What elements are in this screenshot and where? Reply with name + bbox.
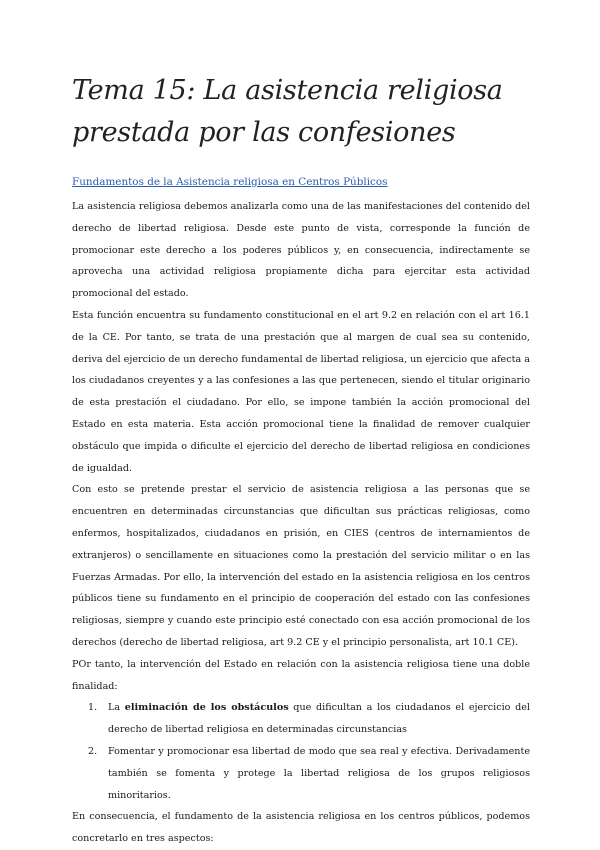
list-number: 2. — [88, 745, 98, 757]
numbered-list — [72, 697, 530, 806]
list-text: La — [108, 702, 125, 714]
paragraph: POr tanto, la intervención del Estado en relación con la asistencia religiosa tiene una doble finalidad: — [72, 658, 530, 692]
list-text: Fomentar y promocionar esa libertad de modo que sea real y efectiva. Derivadamente también se fomenta y protege la libertad religiosa de los grupos religiosos minoritarios. — [108, 745, 530, 801]
list-text: que dificultan a los ciudadanos el ejercicio del derecho de libertad religiosa en determinadas circunstancias — [108, 702, 531, 736]
paragraph: Esta función encuentra su fundamento constitucional en el art 9.2 en relación con el art 16.1 de la CE. Por tanto, se trata de una prestación que al margen de cual sea su contenido, deriva del ejercicio de un derecho fundamental de libertad religiosa, un ejercicio que afecta a los ciudadanos creyentes y a las confesiones a las que pertenecen, siendo el titular originario de esta prestación el ciudadano. Por ello, se impone también la acción promocional del Estado en esta materia. Esta acción promocional tiene la finalidad de remover cualquier obstáculo que impida o dificulte el ejercicio del derecho de libertad religiosa en condiciones de igualdad. — [72, 309, 530, 474]
list-item — [88, 697, 531, 741]
paragraph: La asistencia religiosa debemos analizarla como una de las manifestaciones del contenido del derecho de libertad religiosa. Desde este punto de vista, corresponde la función de promocionar este derecho a los poderes públicos y, en consecuencia, indirectamente se aprovecha una actividad religiosa propiamente dicha para ejercitar esta actividad promocional del estado. — [72, 201, 530, 300]
paragraph: Con esto se pretende prestar el servicio de asistencia religiosa a las personas que se encuentren en determinadas circunstancias que dificultan sus prácticas religiosas, como enfermos, hospitalizados, ciudadanos en prisión, en CIES (centros de internamientos de extranjeros) o sencillamente en situaciones como la prestación del servicio militar o en las Fuerzas Armadas. Por ello, la intervención del estado en la asistencia religiosa en los centros públicos tiene su fundamento en el principio de cooperación del estado con las confesiones religiosas, siempre y cuando este principio esté conectado con esa acción promocional de los derechos (derecho de libertad religiosa, art 9.2 CE y el principio personalista, art 10.1 CE). — [72, 484, 530, 648]
document-body — [72, 196, 530, 850]
list-bold-text: eliminación de los obstáculos — [124, 702, 289, 714]
page-title: Tema 15: La asistencia religiosa prestada por las confesiones — [72, 75, 503, 148]
paragraph: En consecuencia, el fundamento de la asistencia religiosa en los centros públicos, podemos concretarlo en tres aspectos: — [72, 811, 530, 845]
list-number: 1. — [88, 702, 98, 714]
section-heading: Fundamentos de la Asistencia religiosa en Centros Públicos — [72, 176, 388, 188]
list-item — [88, 741, 530, 806]
